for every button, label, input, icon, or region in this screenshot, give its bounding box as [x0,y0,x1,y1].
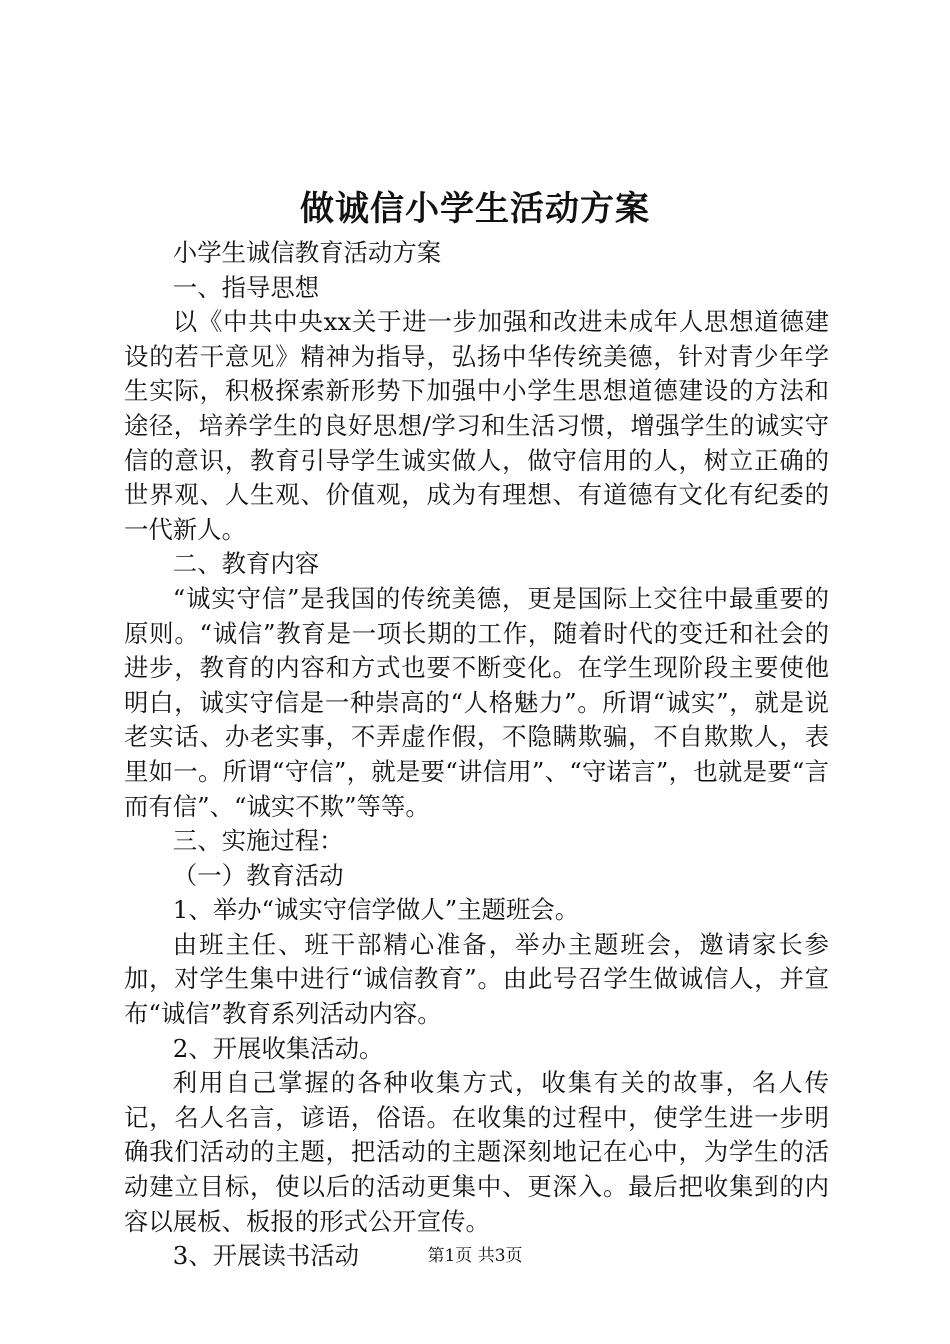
subtitle-paragraph: 小学生诚信教育活动方案 [172,238,442,267]
paragraph-guiding-ideology: 以《中共中央xx关于进一步加强和改进未成年人思想道德建设的若干意见》精神为指导，弘扬中华传统美德，针对青少年学生实际，积极探索新形势下加强中小学生思想道德建设的方法和途径，培养学生的良好思想/学习和生活习惯，增强学生的诚实守信的意识，教育引导学生诚实做人，做守信用的人，树立正确的世界观、人生观、价值观，成为有理想、有道德有文化有纪委的一代新人。 [124,307,829,544]
section-heading-guiding-ideology: 一、指导思想 [172,272,320,302]
paragraph-collection: 利用自己掌握的各种收集方式，收集有关的故事，名人传记，名人名言，谚语，俗语。在收集的过程中，使学生进一步明确我们活动的主题，把活动的主题深刻地记在心中，为学生的活动建立目标，使以后的活动更集中、更深入。最后把收集到的内容以展板、板报的形式公开宣传。 [124,1068,829,1236]
document-title: 做诚信小学生活动方案 [300,189,650,229]
item-heading-class-meeting: 1、举办“诚实守信学做人”主题班会。 [172,895,580,925]
item-heading-collection: 2、开展收集活动。 [172,1033,384,1063]
section-heading-implementation: 三、实施过程： [172,826,344,856]
paragraph-class-meeting: 由班主任、班干部精心准备，举办主题班会，邀请家长参加，对学生集中进行“诚信教育”。由此号召学生做诚信人，并宣布“诚信”教育系列活动内容。 [124,929,829,1029]
document-body [124,236,829,1274]
subsection-heading-education-activities: （一）教育活动 [172,860,344,890]
paragraph-education-content: “诚实守信”是我国的传统美德，更是国际上交往中最重要的原则。“诚信”教育是一项长期的工作，随着时代的变迁和社会的进步，教育的内容和方式也要不断变化。在学生现阶段主要使他明白，诚实守信是一种崇高的“人格魅力”。所谓“诚实”，就是说老实话、办老实事，不弄虚作假，不隐瞒欺骗，不自欺欺人，表里如一。所谓“守信”，就是要“讲信用”、“守诺言”，也就是要“言而有信”、“诚实不欺”等等。 [124,583,829,821]
item-heading-reading: 3、开展读书活动 [172,1241,360,1271]
page-footer: 第1页 共3页 [427,1246,523,1266]
section-heading-education-content: 二、教育内容 [172,549,320,579]
